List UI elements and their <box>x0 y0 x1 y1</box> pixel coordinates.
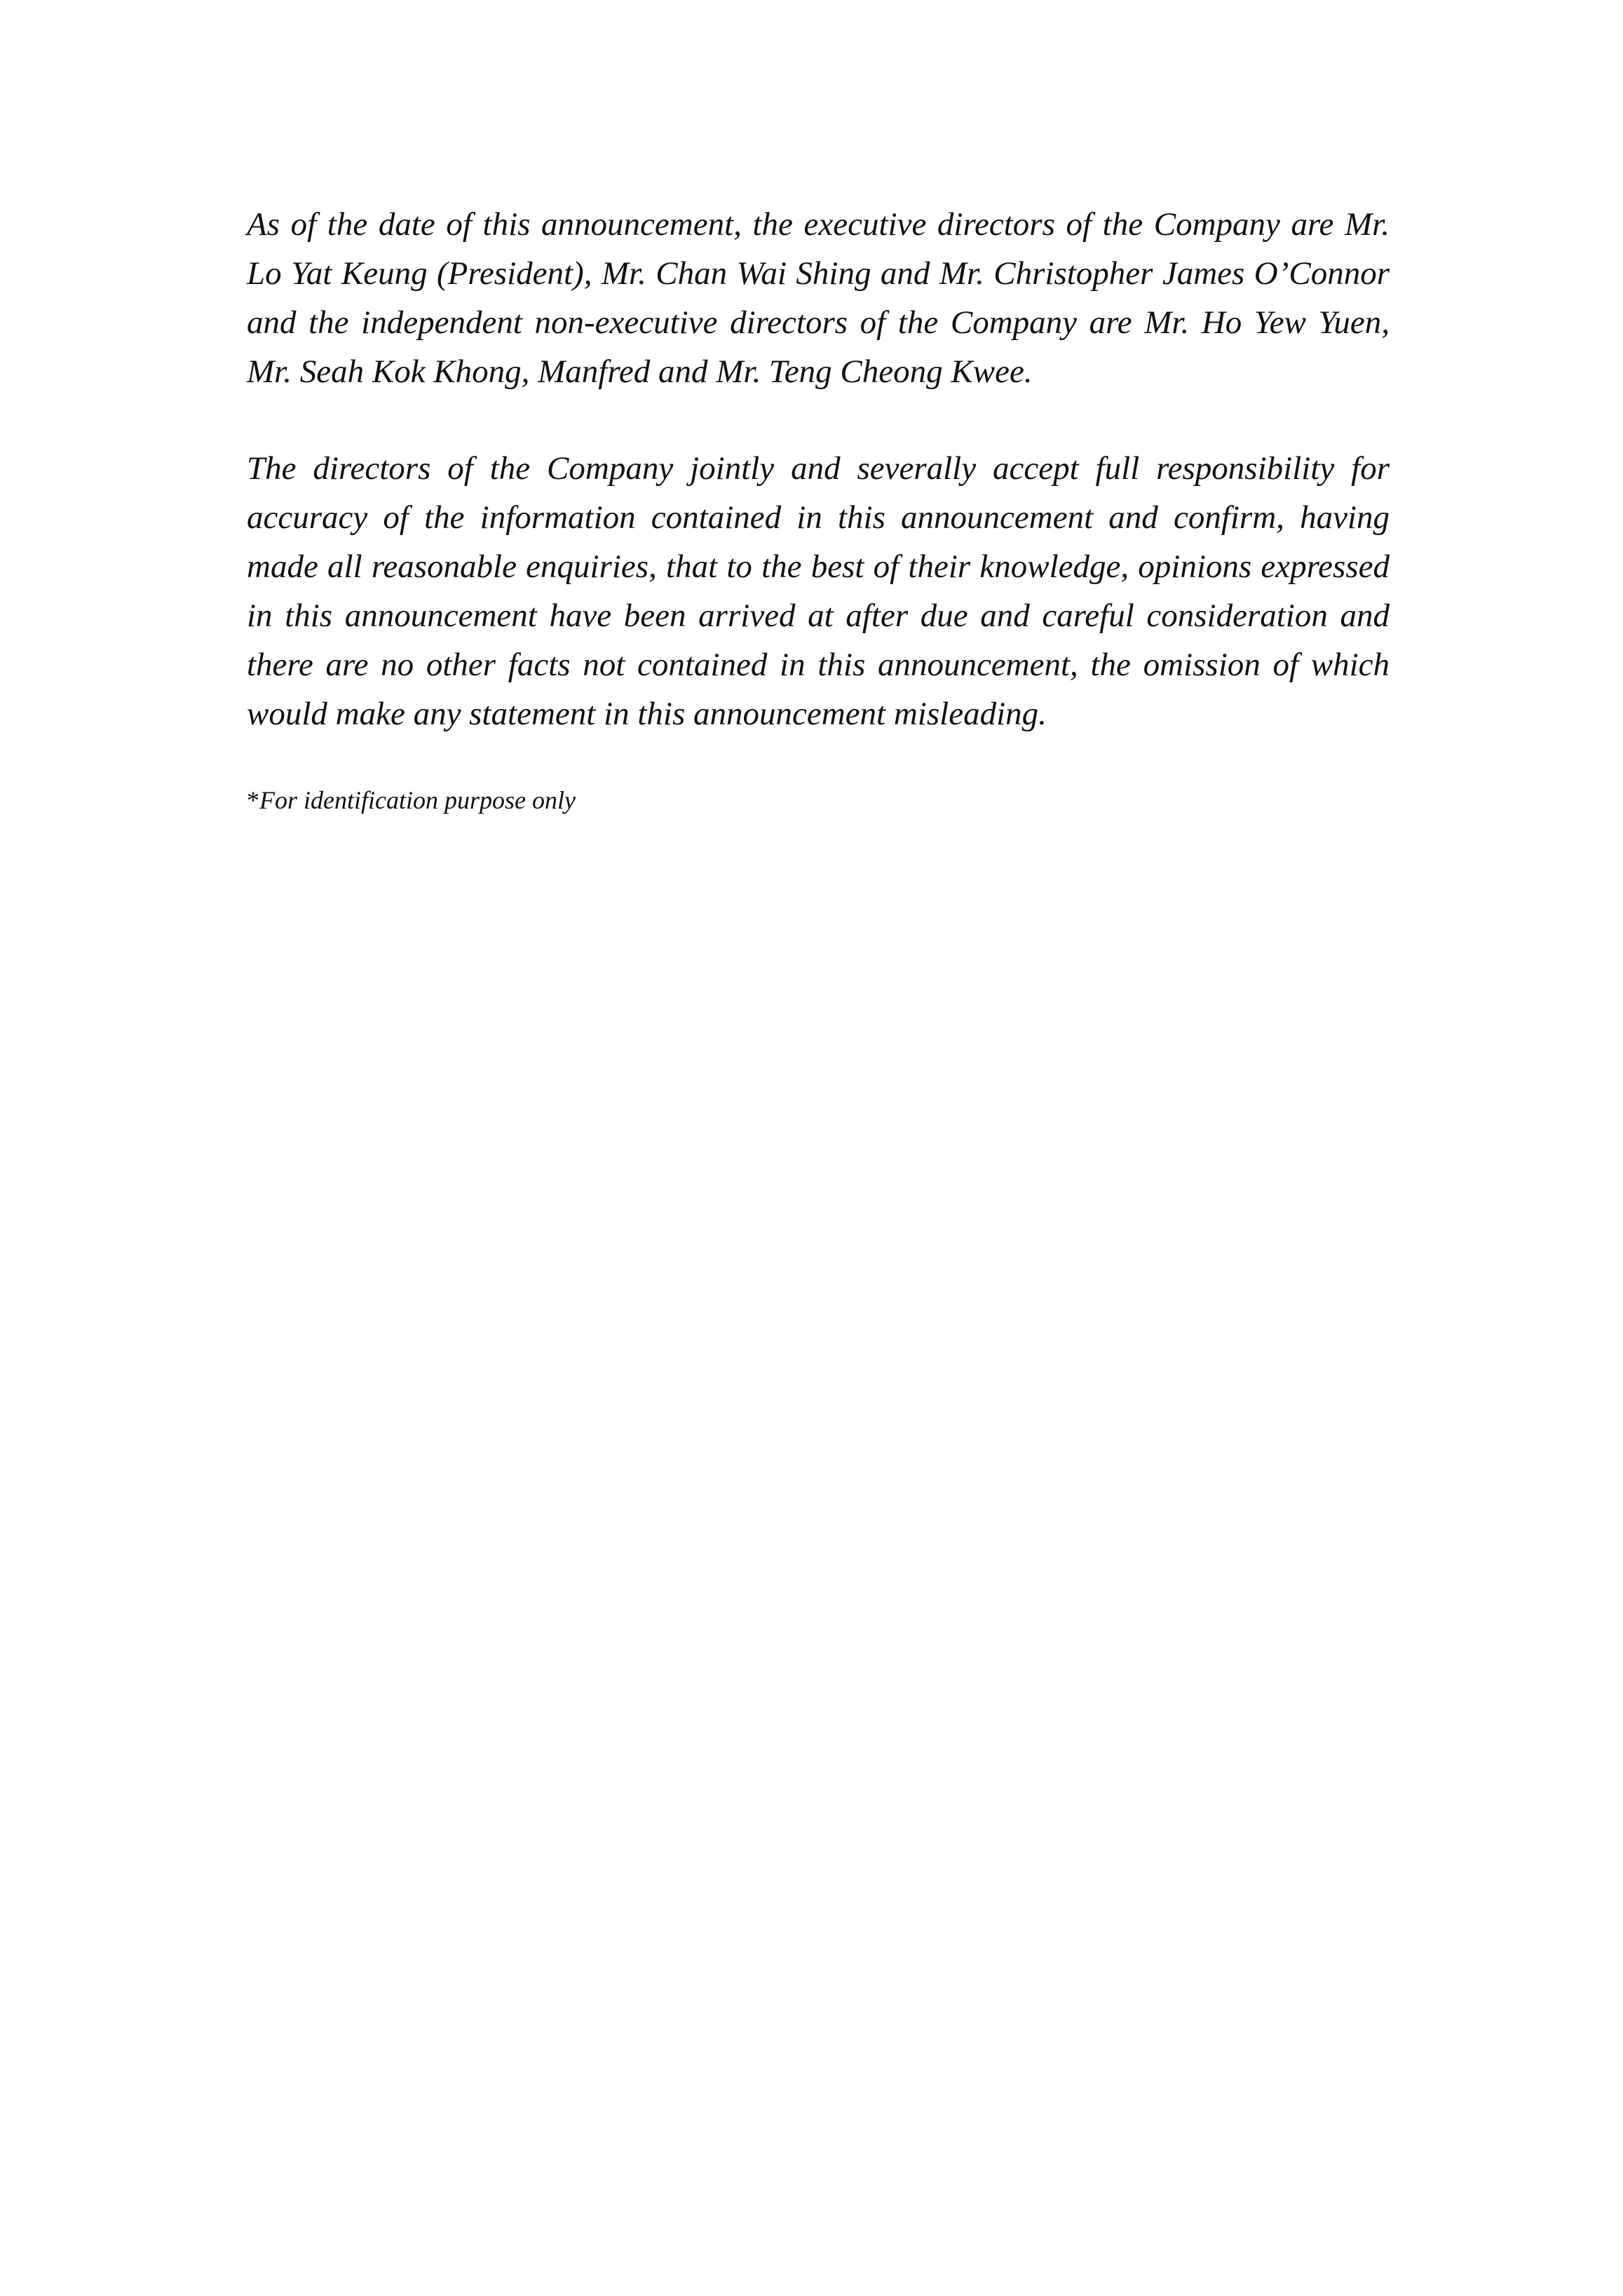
responsibility-statement-paragraph: The directors of the Company jointly and severally accept full responsibility for accuracy of the information contained in this announcement and confirm, having made all reasonable enquiries, that to the best of their knowledge, opinions expressed in this announcement have been arrived at after due and careful consideration and there are no other facts not contained in this announcement, the omission of which would make any statement in this announcement misleading. <box>247 450 1390 732</box>
footnote-text: For identification purpose only <box>259 786 576 814</box>
footnote-marker: * <box>247 786 259 814</box>
document-body <box>247 200 1390 817</box>
directors-paragraph: As of the date of this announcement, the executive directors of the Company are Mr. Lo Yat Keung (President), Mr. Chan Wai Shing and Mr. Christopher James O’Connor and the independent non-executive directors of the Company are Mr. Ho Yew Yuen, Mr. Seah Kok Khong, Manfred and Mr. Teng Cheong Kwee. <box>247 206 1390 390</box>
footnote <box>247 783 1390 817</box>
